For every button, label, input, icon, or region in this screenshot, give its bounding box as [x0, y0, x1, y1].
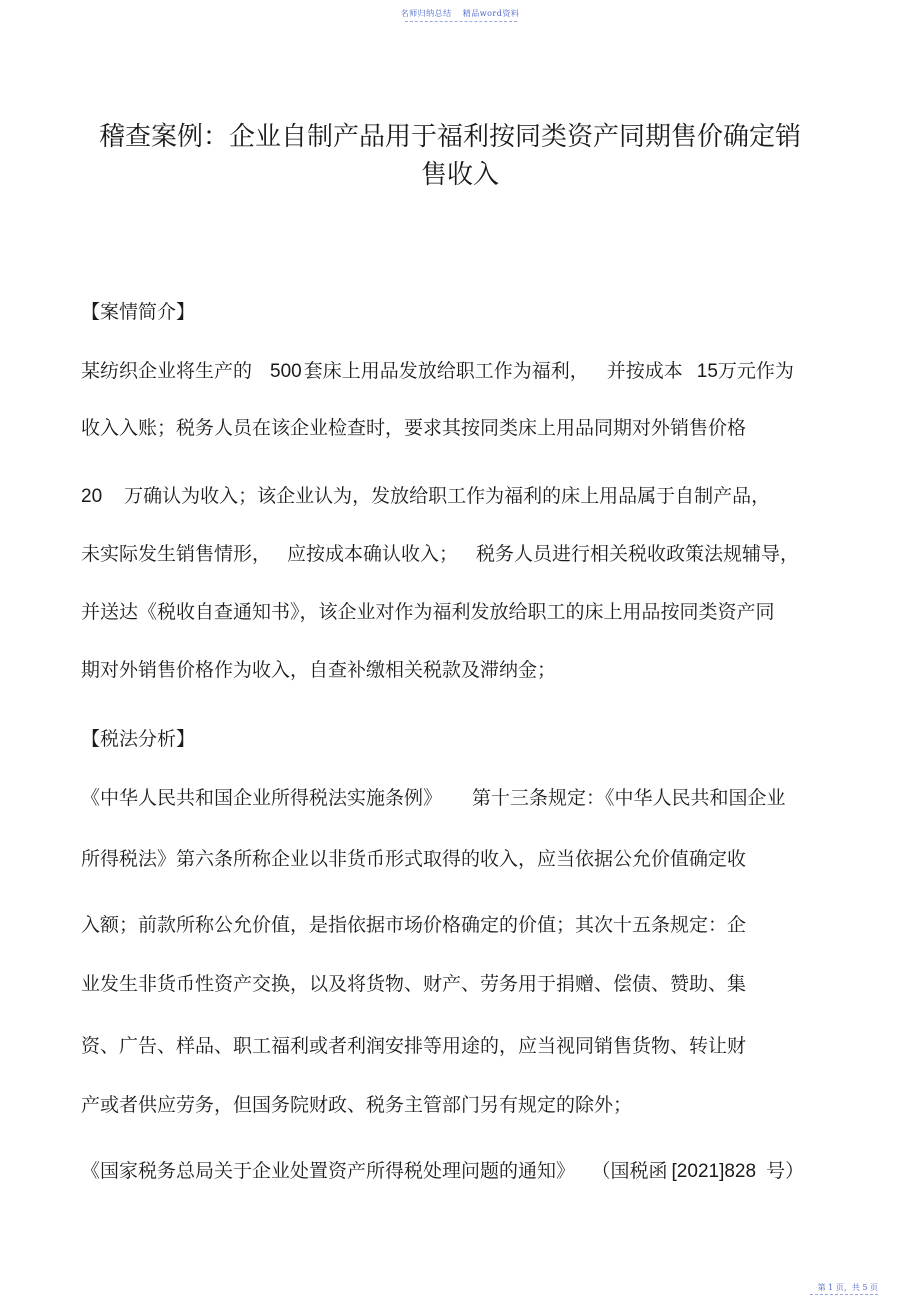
text-run: 号） [766, 1160, 805, 1182]
number-run: 15 [696, 361, 718, 382]
text-run: 万元作为 [717, 360, 794, 382]
document-title-line-2: 售收入 [420, 160, 499, 190]
paragraph-line: 收入入账；税务人员在该企业检查时，要求其按同类床上用品同期对外销售价格 [81, 417, 747, 439]
law-section-heading: 【税法分析】 [81, 728, 196, 750]
text-run: 套床上用品发放给职工作为福利， [303, 360, 589, 382]
paragraph-line [81, 789, 786, 808]
text-run: 《国家税务总局关于企业处置资产所得税处理问题的通知》 [81, 1160, 576, 1182]
text-run: 并按成本 [606, 360, 683, 382]
number-run: 20 [81, 486, 103, 507]
text-run: 税务人员进行相关税收政策法规辅导， [476, 543, 800, 565]
paragraph-line: 并送达《税收自查通知书》，该企业对作为福利发放给职工的床上用品按同类资产同 [81, 601, 775, 623]
footer-divider [810, 1294, 878, 1295]
page-number: 第 1 页，共 5 页 [817, 1283, 878, 1292]
paragraph-line: 资、广告、样品、职工福利或者利润安排等用途的，应当视同销售货物、转让财 [81, 1035, 747, 1057]
text-run: 《中华人民共和国企业所得税法实施条例》 [81, 787, 443, 809]
paragraph-line: 产或者供应劳务，但国务院财政、税务主管部门另有规定的除外； [81, 1094, 633, 1116]
page-header [0, 8, 920, 19]
paragraph-line: 入额；前款所称公允价值，是指依据市场价格确定的价值；其次十五条规定：企 [81, 914, 747, 936]
text-run: 第十三条规定：《中华人民共和国企业 [472, 787, 786, 809]
text-run: 未实际发生销售情形， [81, 543, 272, 565]
number-run: 500 [270, 361, 302, 382]
text-run: 应按成本确认收入； [287, 543, 459, 565]
paragraph-line [81, 362, 794, 381]
case-section-heading: 【案情简介】 [81, 301, 196, 323]
paragraph-line [81, 487, 770, 506]
paragraph-line: 业发生非货币性资产交换，以及将货物、财产、劳务用于捐赠、偿债、赞助、集 [81, 973, 747, 995]
text-run: 万确认为收入；该企业认为，发放给职工作为福利的床上用品属于自制产品， [124, 485, 771, 507]
text-run: （国税函 [601, 1160, 668, 1182]
header-left-text: 名师归纳总结 [400, 9, 452, 18]
paragraph-line: 所得税法》第六条所称企业以非货币形式取得的收入，应当依据公允价值确定收 [81, 848, 747, 870]
paragraph-line [81, 545, 799, 564]
header-divider [405, 21, 517, 22]
number-run: [2021]828 [671, 1161, 757, 1182]
header-right-text: 精品word资料 [462, 9, 520, 18]
paragraph-line: 期对外销售价格作为收入，自查补缴相关税款及滞纳金； [81, 659, 557, 681]
text-run: 某纺织企业将生产的 [81, 360, 253, 382]
paragraph-line [81, 1162, 804, 1181]
document-title-line-1: 稽查案例：企业自制产品用于福利按同类资产同期售价确定销 [98, 122, 801, 152]
